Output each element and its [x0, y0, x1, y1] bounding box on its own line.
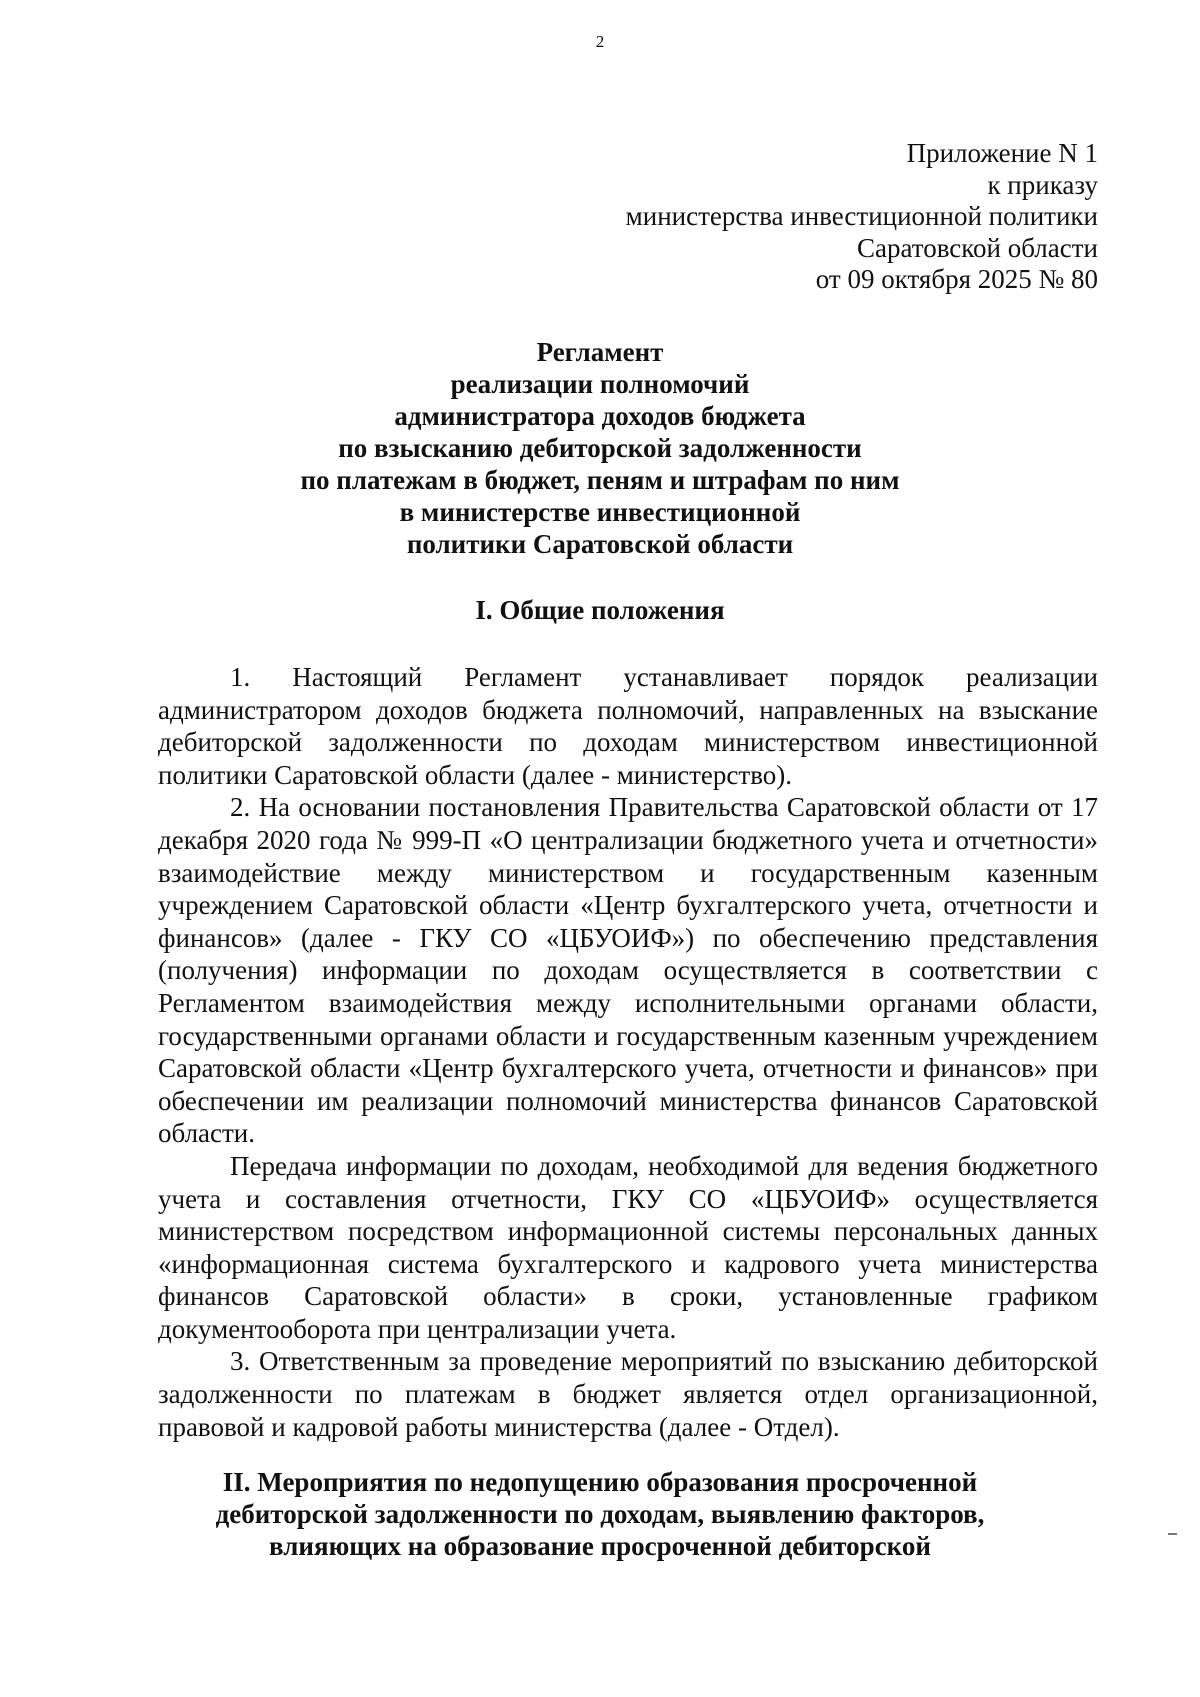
section-2-heading-line: влияющих на образование просроченной дебиторской — [269, 1531, 931, 1561]
appendix-line: Приложение N 1 — [906, 138, 1098, 168]
title-line: администратора доходов бюджета — [394, 401, 806, 431]
appendix-line: министерства инвестиционной политики — [625, 201, 1098, 231]
title-line: в министерстве инвестиционной — [399, 497, 801, 527]
appendix-header — [626, 138, 1098, 296]
appendix-line: к приказу — [987, 169, 1098, 200]
title-line: реализации полномочий — [450, 369, 750, 399]
paragraph-2: 2. На основании постановления Правительства Саратовской области от 17 декабря 2020 года № 999-П «О централизации бюджетного учета и отчетности» взаимодействие между министерством и государственным казенным учреждением Саратовской области «Центр бухгалтерского учета, отчетности и финансов» (далее - ГКУ СО «ЦБУОИФ») по обеспечению представления (получения) информации по доходам осуществляется в соответствии с Регламентом взаимодействия между исполнительными органами области, государственными органами области и государственным казенным учреждением Саратовской области «Центр бухгалтерского учета, отчетности и финансов» при обеспечении им реализации полномочий министерства финансов Саратовской области. — [158, 792, 1098, 1149]
section-2-heading-line: II. Мероприятия по недопущению образования просроченной — [222, 1467, 978, 1497]
document-title — [0, 336, 1200, 560]
paragraph-3: 3. Ответственным за проведение мероприятий по взысканию дебиторской задолженности по платежам в бюджет является отдел организационной, правовой и кадровой работы министерства (далее - Отдел). — [158, 1346, 1098, 1442]
title-line: политики Саратовской области — [406, 529, 794, 559]
section-1-body — [158, 661, 1098, 1443]
appendix-line: от 09 октября 2025 № 80 — [815, 264, 1098, 294]
appendix-line: Саратовской области — [857, 232, 1098, 263]
paragraph-1: 1. Настоящий Регламент устанавливает порядок реализации администратором доходов бюджета полномочий, направленных на взыскание дебиторской задолженности по доходам министерством инвестиционной политики Саратовской области (далее - министерство). — [158, 662, 1098, 790]
section-2-heading-line: дебиторской задолженности по доходам, выявлению факторов, — [215, 1499, 985, 1529]
title-line: по взысканию дебиторской задолженности — [338, 433, 862, 463]
title-line: Регламент — [536, 337, 664, 367]
page-number: 2 — [595, 32, 605, 51]
paragraph-2-continuation: Передача информации по доходам, необходимой для ведения бюджетного учета и составления отчетности, ГКУ СО «ЦБУОИФ» осуществляется министерством посредством информационной системы персональных данных «информационная система бухгалтерского и кадрового учета министерства финансов Саратовской области» в сроки, установленные графиком документооборота при централизации учета. — [158, 1150, 1098, 1344]
section-2-heading — [0, 1466, 1200, 1562]
title-line: по платежам в бюджет, пеням и штрафам по ним — [300, 465, 900, 495]
scan-artifact-mark — [1168, 1533, 1177, 1535]
section-1-heading: I. Общие положения — [475, 595, 725, 625]
